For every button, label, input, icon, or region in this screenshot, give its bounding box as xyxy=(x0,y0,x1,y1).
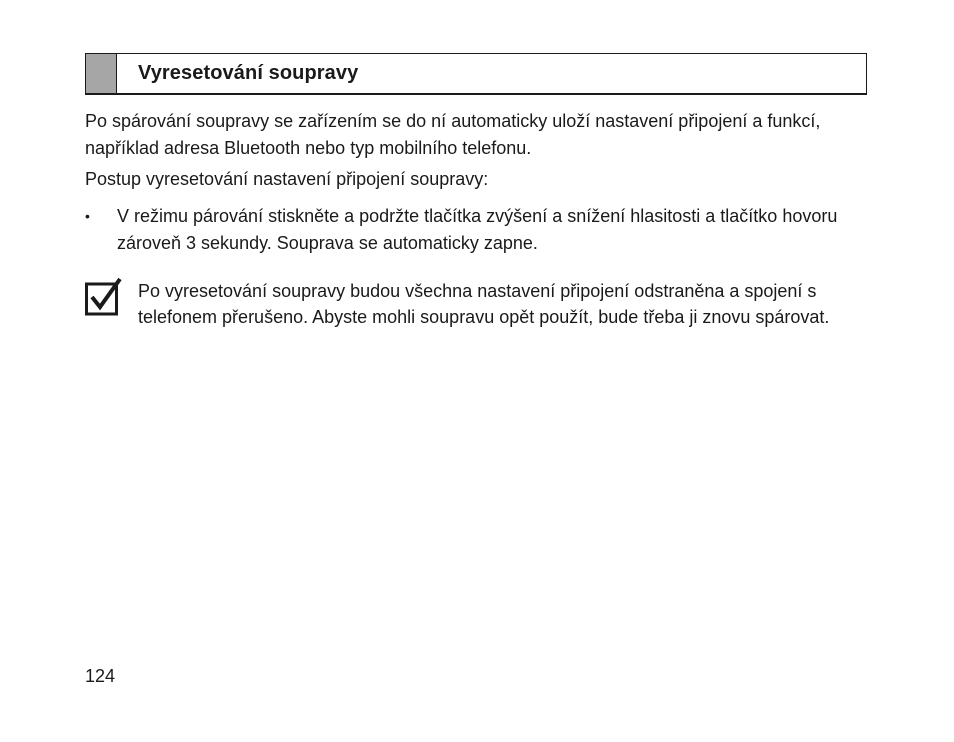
note-text: Po vyresetování soupravy budou všechna nastavení připojení odstraněna a spojení s telefonem přerušeno. Abyste mohli soupravu opět použít, bude třeba ji znovu spárovat. xyxy=(138,281,830,327)
section-title: Vyresetování soupravy xyxy=(138,62,359,84)
bullet-icon: • xyxy=(85,208,90,224)
section-header-marker xyxy=(86,54,117,93)
checkbox-check-icon xyxy=(85,278,123,316)
intro-paragraph: Po spárování soupravy se zařízením se do ní automaticky uloží nastavení připojení a funkcí, například adresa Bluetooth nebo typ mobilního telefonu. xyxy=(85,111,821,158)
section-header xyxy=(85,53,867,95)
procedure-label: Postup vyresetování nastavení připojení soupravy: xyxy=(85,169,489,189)
list-item xyxy=(85,203,875,257)
step-text: V režimu párování stiskněte a podržte tlačítka zvýšení a snížení hlasitosti a tlačítko hovoru zároveň 3 sekundy. Souprava se automaticky zapne. xyxy=(117,206,838,253)
page-number: 124 xyxy=(85,666,116,686)
steps-list xyxy=(85,203,875,257)
